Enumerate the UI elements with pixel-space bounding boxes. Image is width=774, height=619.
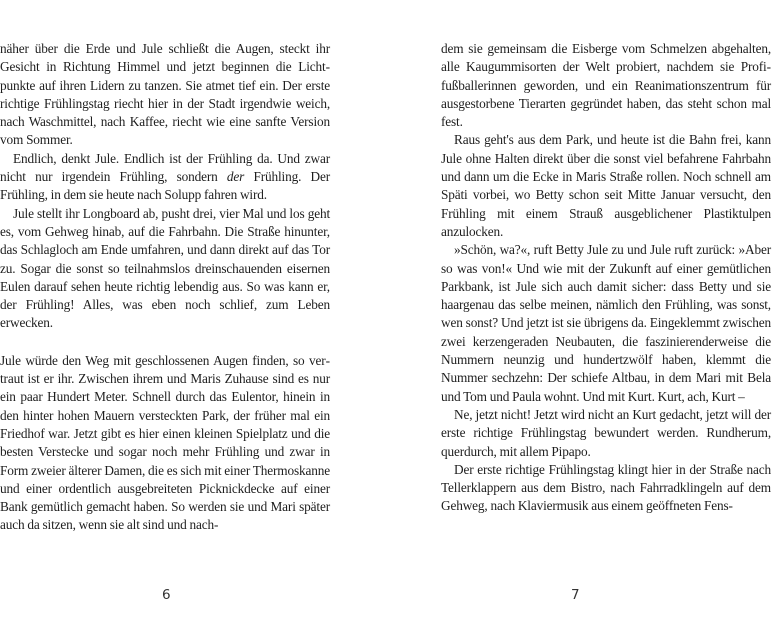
left-paragraph-4: Jule würde den Weg mit geschlossenen Augen finden, so vertraut ist er ihr. Zwischen ihrem und Maris Zuhause sind es nur ein paar Hundert Meter. Schnell durch das Eulentor, hinein in den hinter hohen Mauern versteckten Park, der früher mal ein Friedhof war. Jetzt gibt es hier einen kleinen Spielplatz und die besten Verstecke und sogar noch mehr Frühling und zwar in Form zweier älterer Damen, die es sich mit einer Thermoskanne und einer ordentlich ausgebreiteten Picknickdecke auf einer Bank gemütlich gemacht haben. So werden sie und Mari später auch da sitzen, wenn sie alt sind und nach- xyxy=(0,352,330,533)
left-page-number: 6 xyxy=(162,587,171,603)
left-paragraph-2 xyxy=(0,150,330,205)
left-page xyxy=(0,40,330,535)
left-paragraph-3: Jule stellt ihr Longboard ab, pusht drei, vier Mal und los geht es, vom Gehweg hinab, auf die Fahrbahn. Die Straße hinunter, das Schlagloch am Ende umfahren, und dann direkt auf das Tor zu. Sogar die sonst so teilnahmslos dreinschauenden eisernen Eulen darauf sehen heute richtig lebendig aus. So was kann er, der Frühling! Alles, was eben noch schlief, zum Leben erwecken. xyxy=(0,205,330,331)
left-paragraph-2-end: Frühling. Der Frühling, in dem sie heute nach Solupp fahren wird. xyxy=(0,169,331,203)
right-paragraph-4: Ne, jetzt nicht! Jetzt wird nicht an Kurt gedacht, jetzt will der erste richtige Frühlingstag bewundert werden. Rundherum, querdurch, mit allem Pipapo. xyxy=(441,406,771,459)
left-paragraph-1: näher über die Erde und Jule schließt die Augen, steckt ihr Gesicht in Richtung Himmel und jetzt beginnen die Lichtpunkte auf ihren Lidern zu tanzen. Sie atmet tief ein. Der erste richtige Frühlingstag riecht hier in der Stadt irgendwie weich, nach Waschmittel, nach Kaffee, riecht wie eine sanfte Version vom Sommer. xyxy=(0,41,330,148)
right-page-number: 7 xyxy=(571,587,580,603)
left-paragraph-2-start: Endlich, denkt Jule. Endlich ist der Frühling da. Und zwar nicht nur irgendein Frühling, sondern xyxy=(0,150,330,185)
right-page xyxy=(441,40,771,516)
right-paragraph-3: »Schön, wa?«, ruft Betty Jule zu und Jule ruft zurück: »Aber so was von!« Und wie mit der Zukunft auf einer gemütlichen Parkbank, ist Jule sich auch damit sicher: dass Betty und sie haargenau das selbe meinen, nämlich den Frühling, was sonst, wen sonst? Und jetzt ist sie übrigens da. Eingeklemmt zwischen zwei kerzengeraden Neubauten, die faszinierenderweise die Nummern neunzig und hundertzwölf haben, klemmt die Nummer sechzehn: Der schiefe Altbau, in dem Mari mit Bela und Tom und Paula wohnt. Und mit Kurt. Kurt, ach, Kurt – xyxy=(441,242,771,404)
left-paragraph-2-emphasis: der xyxy=(226,169,245,185)
right-paragraph-2: Raus geht's aus dem Park, und heute ist die Bahn frei, kann Jule ohne Halten direkt über die sonst viel befahrene Fahrbahn und dann um die Ecke in Maris Straße rollen. Noch schnell am Späti vorbei, wo Betty schon seit Mitte Januar versucht, den Frühling mit einem Strauß ausgeblichener Plastiktulpen anzulocken. xyxy=(441,132,771,239)
right-paragraph-1: dem sie gemeinsam die Eisberge vom Schmelzen abgehalten, alle Kaugummisorten der Welt probiert, nachdem sie Profifußballerinnen geworden, und ein Reanimationszentrum für ausgestorbene Tierarten gegründet haben, das steht schon mal fest. xyxy=(441,41,771,130)
right-paragraph-5: Der erste richtige Frühlingstag klingt hier in der Straße nach Tellerklappern aus dem Bistro, nach Fahrradklingeln auf dem Gehweg, nach Klaviermusik aus einem geöffneten Fens- xyxy=(441,461,771,514)
